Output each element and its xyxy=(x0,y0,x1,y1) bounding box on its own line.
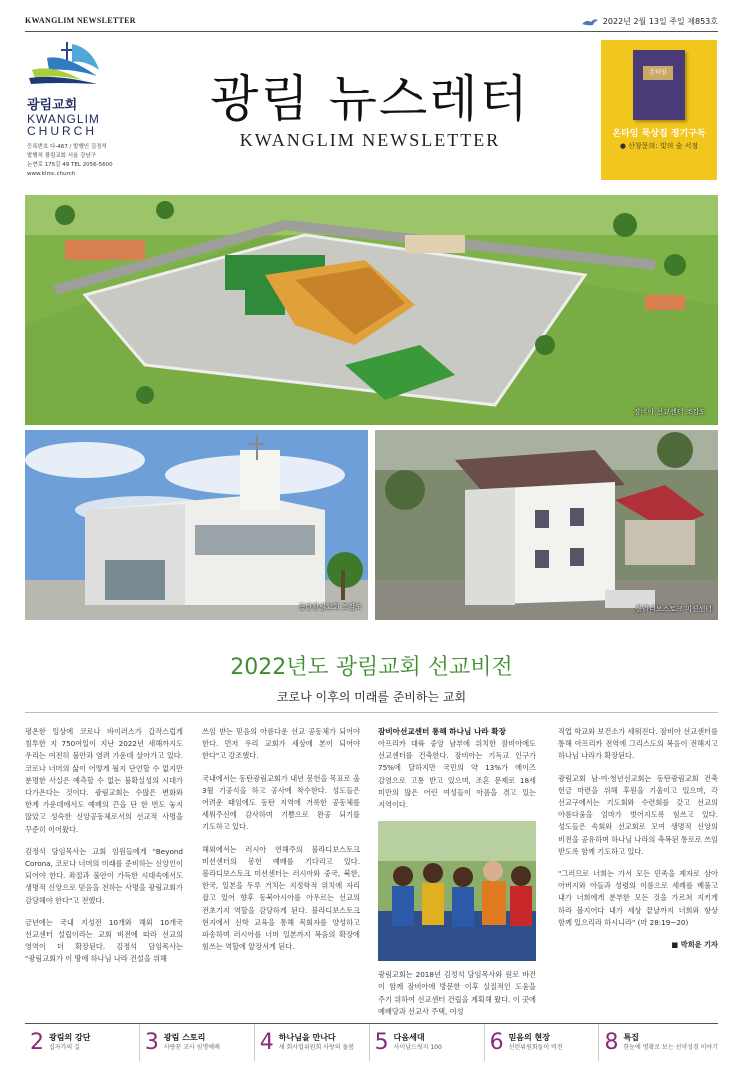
publisher-info-line: 발행처 광림교회 서울 강남구 xyxy=(27,153,97,159)
paragraph: 평온한 일상에 코로나 바이러스가 갑작스럽게 침투한 지 750여일이 지난 2022년 새해까지도 우리는 여전히 불안과 염려 가운데 살아가고 있다. 코로나 너머의 삶이 어떻게 될지 단언할 수 없지만 분명한 사실은 예측할 수 없는 불확실성의 시대가 다가온다는 것이다. 광림교회는 수많은 변화와 한계 가운데에서도 예배의 끈을 단 한 번도 놓지 않았고 성숙한 신앙공동체로서의 선교적 사명을 꾸준히 이어왔다. xyxy=(25,727,183,834)
publisher-info-line: 등록번호 다-467 / 발행인 김정석 xyxy=(27,144,107,150)
paragraph: 직업 학교와 보건소가 세워진다. 잠비아 선교센터를 통해 아프리카 전역에 그리스도의 복음이 전해지고 하나님 나라가 확장된다. xyxy=(558,727,718,761)
vladivostok-caption: 블라디보스토크 미션센터 xyxy=(635,605,712,613)
paragraph: 쓰임 받는 믿음의 아름다운 선교 공동체가 되어야 한다. 먼저 우리 교회가 세상에 본이 되어야 한다"고 강조했다. xyxy=(202,727,360,761)
article-column-3 xyxy=(378,726,536,1016)
index-item[interactable] xyxy=(370,1024,485,1061)
issue-date xyxy=(581,16,718,27)
index-subtitle: 십자가의 길 xyxy=(49,1044,80,1051)
index-title: 다음세대 xyxy=(393,1033,425,1042)
paragraph: 김정석 담임목사는 교회 임원들에게 "Beyond Corona, 코로나 너머의 미래를 준비하는 신앙인이 되어야 한다. 좌절과 불안이 가득한 시대속에서도 생명적 신앙으로 믿음을 전하는 사명을 광림교회가 감당해야 한다"고 전했다. xyxy=(25,846,183,905)
masthead-title: 광림 뉴스레터 xyxy=(210,70,530,128)
index-subtitle: 사이남드릿지 100 xyxy=(393,1044,442,1051)
index-subtitle: 사랑꾼 교사 임명예배 xyxy=(163,1044,220,1051)
divider xyxy=(25,712,718,713)
article-column-2 xyxy=(202,726,360,1016)
index-subtitle: 선린위원회들이 비전 xyxy=(508,1044,563,1051)
website-link[interactable]: www.klmc.church xyxy=(27,171,76,177)
dongtan-caption: 동탄광림교회 조감도 xyxy=(298,603,362,611)
paragraph: 금년에는 국내 지성전 10개와 해외 10개국 선교센터 설립이라는 교회 비전에 따라 선교의 영역이 더 확장된다. 김정석 담임목사는 "광림교회가 이 땅에 하나님 나라 건설을 위해 xyxy=(25,917,183,964)
article-column-1 xyxy=(25,726,183,1016)
reporter-signature: ■ 박희윤 기자 xyxy=(671,940,718,950)
index-subtitle: 한눈에 명확로 보는 선약성경 이야기 xyxy=(623,1044,719,1051)
index-page-number: 3 xyxy=(144,1030,159,1055)
section-heading: 잠비아선교센터 통해 하나님 나라 확장 xyxy=(378,727,506,736)
church-logo-icon xyxy=(27,40,102,88)
index-page-number: 6 xyxy=(489,1030,504,1055)
church-logo xyxy=(27,40,132,179)
page-index xyxy=(25,1023,718,1061)
publisher-info-line: 논현로 175길 49 TEL 2056-5600 xyxy=(27,162,113,168)
dove-icon xyxy=(581,17,599,27)
article-column-4 xyxy=(558,726,718,1016)
aerial-caption: 잠비아 선교센터 조감도 xyxy=(633,408,706,416)
index-page-number: 5 xyxy=(374,1030,389,1055)
masthead xyxy=(150,70,590,151)
vladivostok-mission-center-image xyxy=(375,430,718,620)
index-item[interactable] xyxy=(140,1024,255,1061)
index-title: 믿음의 현장 xyxy=(508,1033,550,1042)
logo-english-1: KWANGLIM xyxy=(27,112,100,126)
paragraph: 광림교회는 2018년 김정석 담임목사와 원로 바건 이 함께 잠비아에 방문한 이후 실질적인 도움을 주기 위하여 선교센터 건립을 계획해 왔다. 이 곳에 예배당과 선교사 주택, 여성 xyxy=(378,970,536,1016)
index-title: 특집 xyxy=(623,1033,639,1042)
index-title: 하나님을 만나다 xyxy=(278,1033,336,1042)
newsletter-label: KWANGLIM NEWSLETTER xyxy=(25,16,136,25)
devotional-ad[interactable] xyxy=(601,40,717,180)
publisher-info xyxy=(27,143,132,179)
index-page-number: 4 xyxy=(259,1030,274,1055)
index-item[interactable] xyxy=(255,1024,370,1061)
top-bar xyxy=(25,16,718,32)
zambia-children-image xyxy=(378,821,536,961)
index-page-number: 8 xyxy=(604,1030,619,1055)
logo-korean: 광림교회 xyxy=(27,98,78,113)
dongtan-church-rendering-image xyxy=(25,430,368,620)
index-item[interactable] xyxy=(485,1024,600,1061)
ad-subtitle: ● 산창문의: 빛의 숲 서점 xyxy=(619,142,699,150)
paragraph: 해외에서는 러시아 연해주의 블라디보스토크 미션센터의 봉헌 예배를 기다리고 있다. 블라디보스토크 미션센터는 러시아와 중국, 북한, 한국, 일본을 두루 거치는 지정학적 위치에 자리 잡고 있어 향후 동북아시아를 아우르는 선교의 전초기지 역할을 감당하게 된다. 블라디보스토크 현지에서 신학 교육을 통해 목회자를 양성하고 파송하며 러시아를 너머 일본까지 복음의 확장에 힘쓰는 역할에 앞장서게 된다. xyxy=(202,844,360,952)
index-item[interactable] xyxy=(599,1024,718,1061)
paragraph: 국내에서는 동탄광림교회가 내년 봉헌을 목표로 올 3월 기공식을 하고 공사에 착수한다. 성도들은 어려운 때임에도 동탄 지역에 거룩한 공동체를 세워주신에 감사하며 기쁨으로 완공 되기를 기도하고 있다. xyxy=(202,773,360,832)
index-title: 광림의 강단 xyxy=(49,1033,91,1042)
book-cover-image xyxy=(633,50,685,120)
paragraph: 광림교회 남·여·청년선교회는 동탄광림교회 건축 헌금 마련을 위해 후원을 기울이고 있으며, 각 선교구에서는 기도회와 수련회를 갖고 선교의 아름다움을 엄마가 벗어지도록 힘쓰고 있다. 성도들은 속회와 선교회로 모여 생명적 신앙의 비전을 공유하며 하나님 나라의 축복된 통로로 쓰임 받도록 함께 기도하고 있다. xyxy=(558,773,718,856)
logo-english-2: CHURCH xyxy=(27,124,97,138)
article-subhead: 코로나 이후의 미래를 준비하는 교회 xyxy=(276,690,467,704)
ad-title: 온타임 묵상집 정기구독 xyxy=(612,129,706,139)
index-item[interactable] xyxy=(25,1024,140,1061)
book-label: 온타임 xyxy=(643,66,673,80)
index-title: 광림 스토리 xyxy=(163,1033,206,1042)
index-page-number: 2 xyxy=(30,1030,44,1055)
scripture-quote: "그러므로 너희는 가서 모든 민족을 제자로 삼아 아버지와 아들과 성령의 이름으로 세례를 베풀고 내가 너희에게 분부한 모든 것을 가르쳐 지키게 하라 볼지어다 내가 세상 끝날까지 너희와 항상 함께 있으리라 하시니라" (마 28:19~20) xyxy=(558,869,718,927)
index-subtitle: 새 회사업위원회 사랑의 돌봄 xyxy=(278,1044,355,1051)
issue-date-text: 2022년 2월 13일 주일 제853호 xyxy=(602,17,718,26)
article-headline: 2022년도 광림교회 선교비전 xyxy=(230,655,513,680)
paragraph: 아프리카 대륙 중앙 남부에 위치한 잠비아에도 선교센터를 건축한다. 잠비아는 기독교 인구가 75%에 달하지만 국민의 약 13%가 에이즈 감염으로 고통 받고 있으며, 조혼 문제로 18세 미만의 많은 어린 여성들이 아픔을 겪고 있는 지역이다. xyxy=(378,739,536,810)
zambia-center-aerial-image xyxy=(25,195,718,425)
masthead-subtitle: KWANGLIM NEWSLETTER xyxy=(239,130,501,150)
